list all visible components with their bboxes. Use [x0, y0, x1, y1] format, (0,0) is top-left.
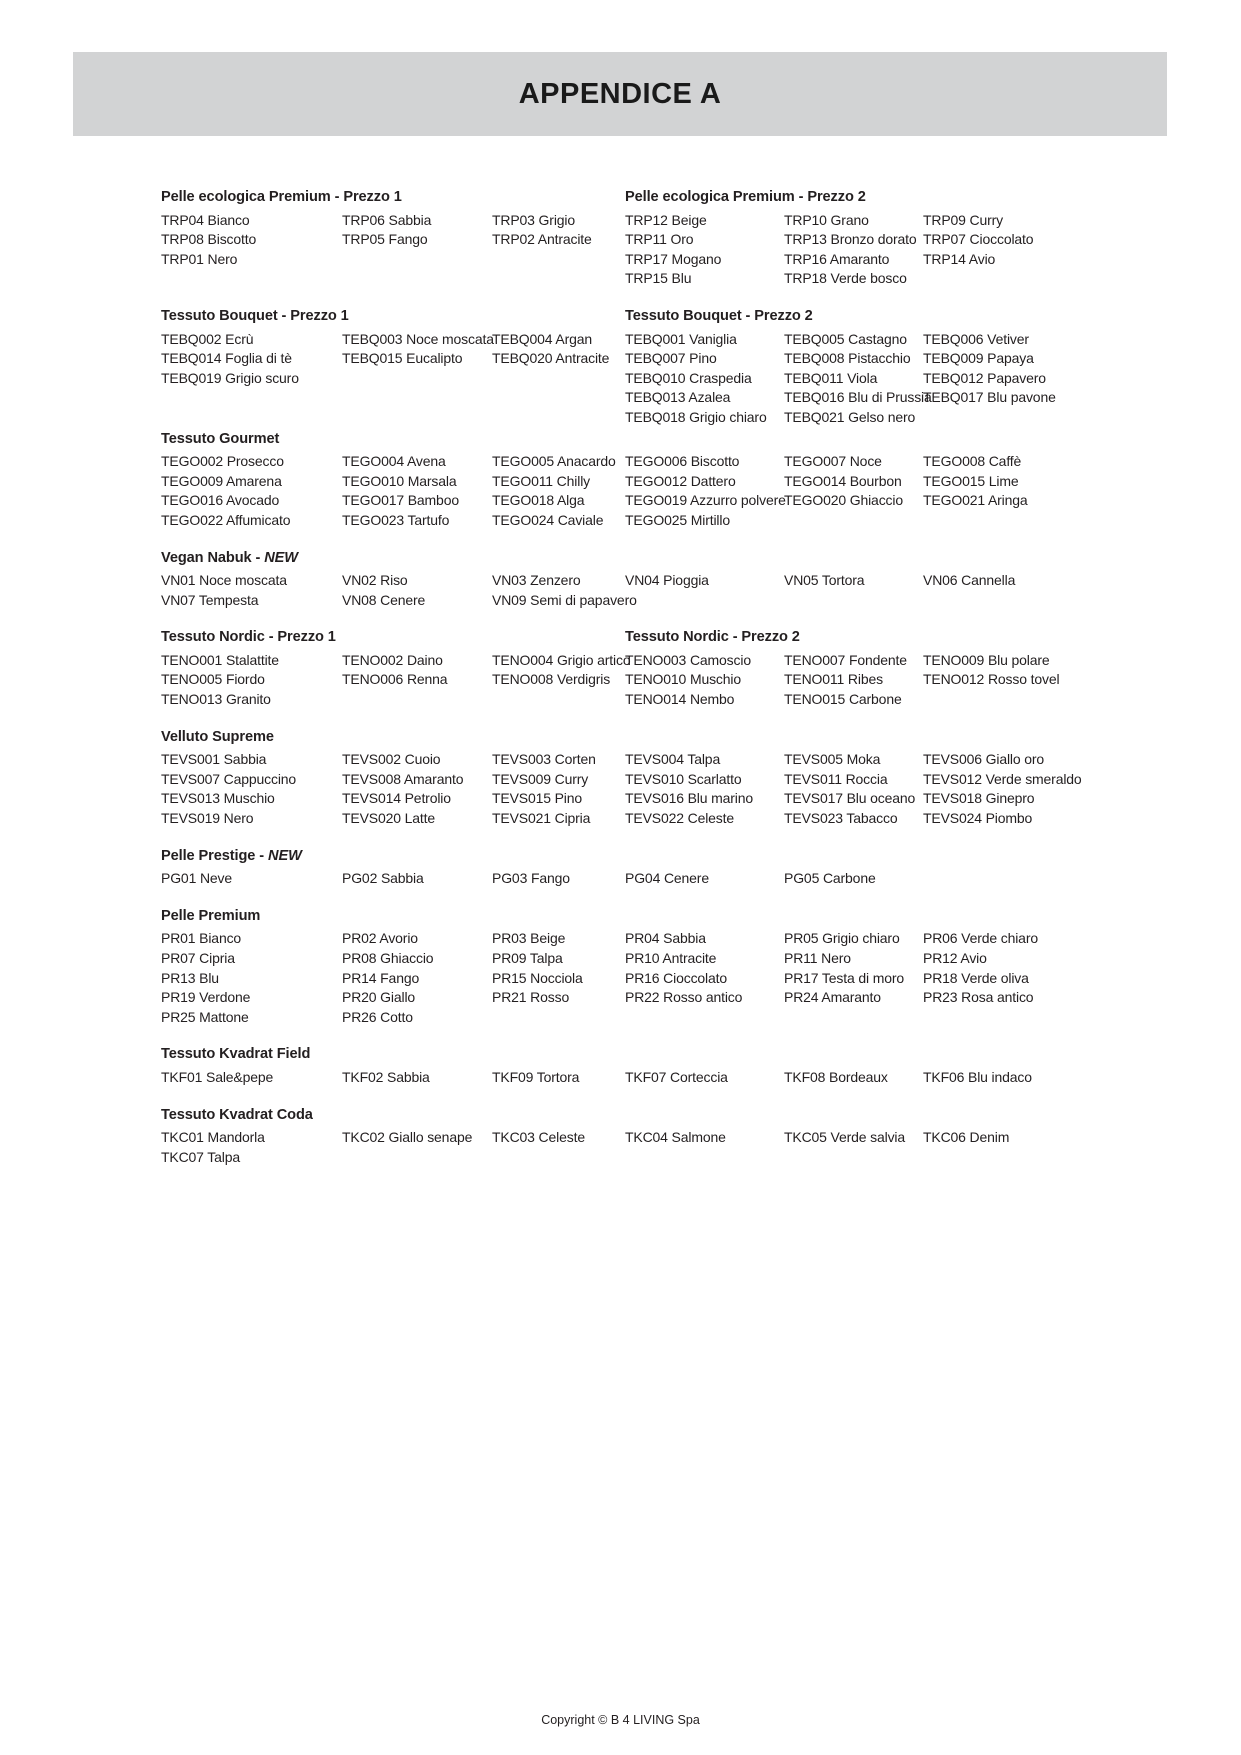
color-item-row: [161, 1068, 1191, 1088]
color-item: PR06 Verde chiaro: [923, 930, 1038, 947]
empty-cell: [492, 690, 625, 710]
color-item: TRP09 Curry: [923, 211, 1004, 228]
color-item-row: [161, 770, 1191, 790]
empty-cell: [342, 250, 492, 270]
section-header-row: [161, 728, 1191, 748]
empty-cell: [492, 250, 625, 270]
color-item: PR13 Blu: [161, 969, 219, 986]
color-item: TEGO020 Ghiaccio: [784, 492, 903, 509]
color-item: PG03 Fango: [492, 870, 570, 887]
color-item: TEBQ021 Gelso nero: [784, 408, 916, 425]
empty-cell: [784, 1148, 923, 1168]
color-item: TENO010 Muschio: [625, 671, 742, 688]
color-item: TEGO021 Aringa: [923, 492, 1028, 509]
section-header-label: Vegan Nabuk -: [161, 549, 265, 566]
color-item: TEVS020 Latte: [342, 810, 436, 827]
color-item: PR18 Verde oliva: [923, 969, 1029, 986]
color-item: TEVS016 Blu marino: [625, 790, 754, 807]
section-header-label: Pelle Premium: [161, 907, 261, 924]
color-item: TEGO008 Caffè: [923, 453, 1022, 470]
color-item: TEBQ008 Pistacchio: [784, 350, 911, 367]
empty-cell: [923, 869, 1191, 889]
color-item: TEGO007 Noce: [784, 453, 882, 470]
section-pelle-prestige-new: [161, 847, 1191, 889]
empty-cell: [784, 1008, 923, 1028]
empty-cell: [784, 591, 923, 611]
empty-cell: [492, 269, 625, 289]
color-item: TEGO009 Amarena: [161, 472, 282, 489]
empty-cell: [923, 408, 1191, 428]
new-badge-label: NEW: [268, 847, 302, 864]
section-header-row: [161, 907, 1191, 927]
color-item: PG01 Neve: [161, 870, 233, 887]
section-header: [161, 628, 625, 648]
section-header: [161, 549, 1191, 569]
color-item: PR02 Avorio: [342, 930, 418, 947]
color-item: TRP01 Nero: [161, 250, 238, 267]
section-header-label: Tessuto Nordic - Prezzo 2: [625, 629, 800, 646]
color-item: TEBQ007 Pino: [625, 350, 717, 367]
section-header: [161, 188, 625, 208]
color-item: TENO003 Camoscio: [625, 651, 751, 668]
section-header-label: Pelle ecologica Premium - Prezzo 1: [161, 189, 402, 205]
color-item-row: [161, 452, 1191, 472]
section-header-row: [161, 307, 1191, 327]
section-header-row: [161, 1045, 1191, 1065]
empty-cell: [923, 511, 1191, 531]
color-item: PR01 Bianco: [161, 930, 242, 947]
color-code-lists: [161, 188, 1191, 1185]
color-item: TEVS005 Moka: [784, 751, 881, 768]
color-item: TKF09 Tortora: [492, 1068, 580, 1085]
color-item: TKC07 Talpa: [161, 1148, 241, 1165]
empty-cell: [923, 269, 1191, 289]
empty-cell: [923, 1008, 1191, 1028]
section-header-row: [161, 847, 1191, 867]
empty-cell: [342, 269, 492, 289]
color-item: TRP12 Beige: [625, 211, 707, 228]
section-header: [625, 307, 1191, 327]
color-item-row: [161, 988, 1191, 1008]
color-item: TEVS022 Celeste: [625, 810, 735, 827]
color-item-row: [161, 809, 1191, 829]
color-item: PR22 Rosso antico: [625, 989, 743, 1006]
title-banner: [73, 52, 1167, 136]
color-item: TENO001 Stalattite: [161, 651, 279, 668]
color-item: TEVS010 Scarlatto: [625, 770, 742, 787]
color-item: TEBQ010 Craspedia: [625, 369, 752, 386]
color-item: TKF02 Sabbia: [342, 1068, 430, 1085]
color-item: TEVS021 Cipria: [492, 810, 591, 827]
section-header-label: Pelle Prestige -: [161, 847, 268, 864]
color-item: TEVS023 Tabacco: [784, 810, 898, 827]
section-tessuto-bouquet-prezzo-1: [161, 307, 1191, 428]
color-item: PR03 Beige: [492, 930, 566, 947]
color-item: TEVS014 Petrolio: [342, 790, 451, 807]
color-item: TEVS024 Piombo: [923, 810, 1033, 827]
section-tessuto-kvadrat-coda: [161, 1106, 1191, 1168]
empty-cell: [492, 408, 625, 428]
color-item: VN02 Riso: [342, 572, 408, 589]
section-header: [161, 728, 1191, 748]
color-item-row: [161, 750, 1191, 770]
color-item: TENO005 Fiordo: [161, 671, 265, 688]
color-item: TRP14 Avio: [923, 250, 996, 267]
color-item: PR20 Giallo: [342, 989, 416, 1006]
empty-cell: [161, 269, 342, 289]
color-item: TRP02 Antracite: [492, 231, 592, 248]
color-item: VN08 Cenere: [342, 591, 426, 608]
color-item: VN05 Tortora: [784, 572, 865, 589]
color-item: TKC05 Verde salvia: [784, 1129, 906, 1146]
color-item: PR21 Rosso: [492, 989, 570, 1006]
color-item: TEBQ012 Papavero: [923, 369, 1046, 386]
color-item: TKC02 Giallo senape: [342, 1129, 473, 1146]
section-header-label: Tessuto Gourmet: [161, 430, 280, 447]
section-header-label: Tessuto Nordic - Prezzo 1: [161, 629, 336, 646]
color-item: TEBQ013 Azalea: [625, 389, 731, 406]
color-item-row: [161, 1008, 1191, 1028]
section-header-label: Pelle ecologica Premium - Prezzo 2: [625, 189, 866, 205]
color-item: TEGO015 Lime: [923, 472, 1019, 489]
empty-cell: [342, 690, 492, 710]
section-pelle-premium: [161, 907, 1191, 1028]
color-item: VN01 Noce moscata: [161, 572, 287, 589]
color-item: TRP13 Bronzo dorato: [784, 231, 917, 248]
section-pelle-ecologica-premium-prezzo-1: [161, 188, 1191, 289]
color-item: TEVS018 Ginepro: [923, 790, 1035, 807]
color-item: TRP05 Fango: [342, 231, 428, 248]
color-item: PR23 Rosa antico: [923, 989, 1034, 1006]
color-item: PG02 Sabbia: [342, 870, 424, 887]
color-item: TEGO018 Alga: [492, 492, 585, 509]
color-item-row: [161, 651, 1191, 671]
color-item: TEGO024 Caviale: [492, 511, 604, 528]
color-item: TEGO023 Tartufo: [342, 511, 450, 528]
color-item: TEGO011 Chilly: [492, 472, 591, 489]
color-item: PG04 Cenere: [625, 870, 709, 887]
section-header-row: [161, 549, 1191, 569]
color-item: TEVS001 Sabbia: [161, 751, 267, 768]
color-item-row: [161, 491, 1191, 511]
empty-cell: [492, 388, 625, 408]
color-item: TEVS002 Cuoio: [342, 751, 441, 768]
color-item: TEVS015 Pino: [492, 790, 583, 807]
color-item-row: [161, 670, 1191, 690]
color-item: TEBQ015 Eucalipto: [342, 350, 463, 367]
color-item: TEGO017 Bamboo: [342, 492, 459, 509]
color-item: TRP04 Bianco: [161, 211, 250, 228]
color-item: TEGO002 Prosecco: [161, 453, 284, 470]
color-item-row: [161, 690, 1191, 710]
color-item: TEGO016 Avocado: [161, 492, 280, 509]
color-item: TEBQ020 Antracite: [492, 350, 610, 367]
color-item: PR25 Mattone: [161, 1008, 249, 1025]
empty-cell: [342, 388, 492, 408]
color-item: TEBQ002 Ecrù: [161, 330, 254, 347]
empty-cell: [784, 511, 923, 531]
color-item: PR26 Cotto: [342, 1008, 413, 1025]
empty-cell: [923, 1148, 1191, 1168]
color-item: TEBQ005 Castagno: [784, 330, 907, 347]
color-item-row: [161, 230, 1191, 250]
color-item-row: [161, 869, 1191, 889]
color-item: TEGO022 Affumicato: [161, 511, 291, 528]
color-item: TENO006 Renna: [342, 671, 448, 688]
section-tessuto-nordic-prezzo-1: [161, 628, 1191, 709]
color-item: PR04 Sabbia: [625, 930, 706, 947]
color-item: TEVS017 Blu oceano: [784, 790, 916, 807]
color-item: TRP11 Oro: [625, 231, 694, 248]
color-item-row: [161, 1128, 1191, 1148]
empty-cell: [492, 1148, 625, 1168]
color-item: TENO009 Blu polare: [923, 651, 1050, 668]
color-item: TEGO019 Azzurro polvere: [625, 492, 786, 509]
section-header-row: [161, 430, 1191, 450]
color-item: TEVS009 Curry: [492, 770, 589, 787]
color-item: TEVS004 Talpa: [625, 751, 721, 768]
empty-cell: [161, 408, 342, 428]
color-item: TRP16 Amaranto: [784, 250, 890, 267]
color-item: TEVS011 Roccia: [784, 770, 888, 787]
color-item: TEBQ004 Argan: [492, 330, 593, 347]
section-header-label: Tessuto Kvadrat Field: [161, 1046, 311, 1063]
empty-cell: [625, 591, 784, 611]
color-item: TEGO005 Anacardo: [492, 453, 616, 470]
color-item: TRP08 Biscotto: [161, 231, 257, 248]
color-item: TRP15 Blu: [625, 270, 692, 287]
color-item: VN03 Zenzero: [492, 572, 581, 589]
color-item-row: [161, 789, 1191, 809]
color-item-row: [161, 949, 1191, 969]
section-header-row: [161, 188, 1191, 208]
color-item: TEBQ019 Grigio scuro: [161, 369, 299, 386]
empty-cell: [161, 388, 342, 408]
color-item: VN06 Cannella: [923, 572, 1016, 589]
color-item: PR10 Antracite: [625, 950, 717, 966]
section-header: [625, 188, 1191, 208]
color-item: TKF01 Sale&pepe: [161, 1068, 274, 1085]
color-item: PR19 Verdone: [161, 989, 251, 1006]
empty-cell: [625, 1008, 784, 1028]
color-item: TENO015 Carbone: [784, 691, 902, 708]
color-item: TEVS013 Muschio: [161, 790, 275, 807]
color-item: TKC03 Celeste: [492, 1129, 585, 1146]
color-item: PR12 Avio: [923, 950, 987, 966]
section-header: [161, 430, 1191, 450]
color-item: TEBQ014 Foglia di tè: [161, 350, 292, 367]
empty-cell: [342, 369, 492, 389]
color-item: TKF06 Blu indaco: [923, 1068, 1032, 1085]
section-tessuto-kvadrat-field: [161, 1045, 1191, 1087]
section-vegan-nabuk-new: [161, 549, 1191, 611]
color-item: TRP10 Grano: [784, 211, 869, 228]
color-item: TENO008 Verdigris: [492, 671, 611, 688]
section-velluto-supreme: [161, 728, 1191, 829]
section-header: [161, 907, 1191, 927]
color-item: TKC06 Denim: [923, 1129, 1010, 1146]
section-header-row: [161, 1106, 1191, 1126]
color-item-row: [161, 349, 1191, 369]
empty-cell: [625, 1148, 784, 1168]
color-item-row: [161, 330, 1191, 350]
color-item: PR09 Talpa: [492, 950, 563, 966]
section-tessuto-gourmet: [161, 430, 1191, 531]
color-item: PR16 Cioccolato: [625, 969, 728, 986]
color-item: TENO011 Ribes: [784, 671, 883, 688]
color-item: TEBQ016 Blu di Prussia: [784, 389, 932, 406]
color-item: TEBQ001 Vaniglia: [625, 330, 737, 347]
color-item: TEBQ003 Noce moscata: [342, 330, 494, 347]
color-item-row: [161, 269, 1191, 289]
color-item-row: [161, 388, 1191, 408]
color-item: TENO007 Fondente: [784, 651, 907, 668]
color-item-row: [161, 591, 1191, 611]
color-item-row: [161, 472, 1191, 492]
color-item: TEVS007 Cappuccino: [161, 770, 297, 787]
empty-cell: [492, 1008, 625, 1028]
color-item: TKC04 Salmone: [625, 1129, 726, 1146]
color-item: TEBQ011 Viola: [784, 369, 878, 386]
color-item-row: [161, 571, 1191, 591]
color-item-row: [161, 1148, 1191, 1168]
color-item: TEBQ006 Vetiver: [923, 330, 1029, 347]
color-item: TRP06 Sabbia: [342, 211, 432, 228]
color-item: TEVS006 Giallo oro: [923, 751, 1045, 768]
section-header-label: Velluto Supreme: [161, 728, 274, 745]
color-item: TEBQ018 Grigio chiaro: [625, 408, 767, 425]
color-item: VN07 Tempesta: [161, 591, 259, 608]
section-header: [625, 628, 1191, 648]
color-item-row: [161, 929, 1191, 949]
color-item: TRP18 Verde bosco: [784, 270, 907, 287]
empty-cell: [492, 369, 625, 389]
color-item: TEBQ017 Blu pavone: [923, 389, 1056, 406]
color-item: TEBQ009 Papaya: [923, 350, 1034, 367]
color-item: TRP07 Cioccolato: [923, 231, 1034, 248]
empty-cell: [923, 591, 1191, 611]
color-item: TEVS012 Verde smeraldo: [923, 770, 1082, 787]
color-item: VN04 Pioggia: [625, 572, 709, 589]
section-header-label: Tessuto Kvadrat Coda: [161, 1106, 313, 1123]
section-header-label: Tessuto Bouquet - Prezzo 1: [161, 307, 349, 324]
color-item: TKF07 Corteccia: [625, 1068, 728, 1085]
color-item: TEGO006 Biscotto: [625, 453, 740, 470]
color-item: VN09 Semi di papavero: [492, 591, 637, 608]
color-item-row: [161, 408, 1191, 428]
section-header: [161, 847, 1191, 867]
color-item: PR24 Amaranto: [784, 989, 881, 1006]
color-item: TENO004 Grigio artico: [492, 651, 631, 668]
color-item: TEGO010 Marsala: [342, 472, 457, 489]
section-header: [161, 1106, 1191, 1126]
color-item: TKC01 Mandorla: [161, 1129, 265, 1146]
empty-cell: [342, 1148, 492, 1168]
color-item: TENO013 Granito: [161, 691, 271, 708]
color-item-row: [161, 211, 1191, 231]
color-item: PG05 Carbone: [784, 870, 876, 887]
color-item: TRP17 Mogano: [625, 250, 722, 267]
color-item: TEGO004 Avena: [342, 453, 446, 470]
color-item-row: [161, 369, 1191, 389]
new-badge-label: NEW: [264, 549, 298, 566]
empty-cell: [923, 690, 1191, 710]
page-title: APPENDICE A: [518, 77, 722, 110]
color-item: TEGO025 Mirtillo: [625, 511, 730, 528]
color-item: TRP03 Grigio: [492, 211, 576, 228]
empty-cell: [342, 408, 492, 428]
color-item: TEGO012 Dattero: [625, 472, 736, 489]
color-item-row: [161, 250, 1191, 270]
color-item: TKF08 Bordeaux: [784, 1068, 888, 1085]
section-header: [161, 1045, 1191, 1065]
section-header-row: [161, 628, 1191, 648]
color-item: PR17 Testa di moro: [784, 969, 904, 986]
color-item: TENO012 Rosso tovel: [923, 671, 1060, 688]
color-item: PR07 Cipria: [161, 950, 235, 966]
color-item-row: [161, 511, 1191, 531]
color-item: PR05 Grigio chiaro: [784, 930, 900, 947]
color-item: TENO014 Nembo: [625, 691, 735, 708]
color-item-row: [161, 969, 1191, 989]
color-item: TEVS019 Nero: [161, 810, 254, 827]
color-item: TEVS003 Corten: [492, 751, 596, 768]
color-item: PR08 Ghiaccio: [342, 950, 434, 966]
color-item: PR15 Nocciola: [492, 969, 583, 986]
color-item: PR14 Fango: [342, 969, 420, 986]
section-header-label: Tessuto Bouquet - Prezzo 2: [625, 307, 813, 324]
color-item: PR11 Nero: [784, 950, 851, 966]
footer-copyright: Copyright © B 4 LIVING Spa: [541, 1713, 700, 1727]
color-item: TEVS008 Amaranto: [342, 770, 464, 787]
color-item: TENO002 Daino: [342, 651, 443, 668]
color-item: TEGO014 Bourbon: [784, 472, 902, 489]
section-header: [161, 307, 625, 327]
